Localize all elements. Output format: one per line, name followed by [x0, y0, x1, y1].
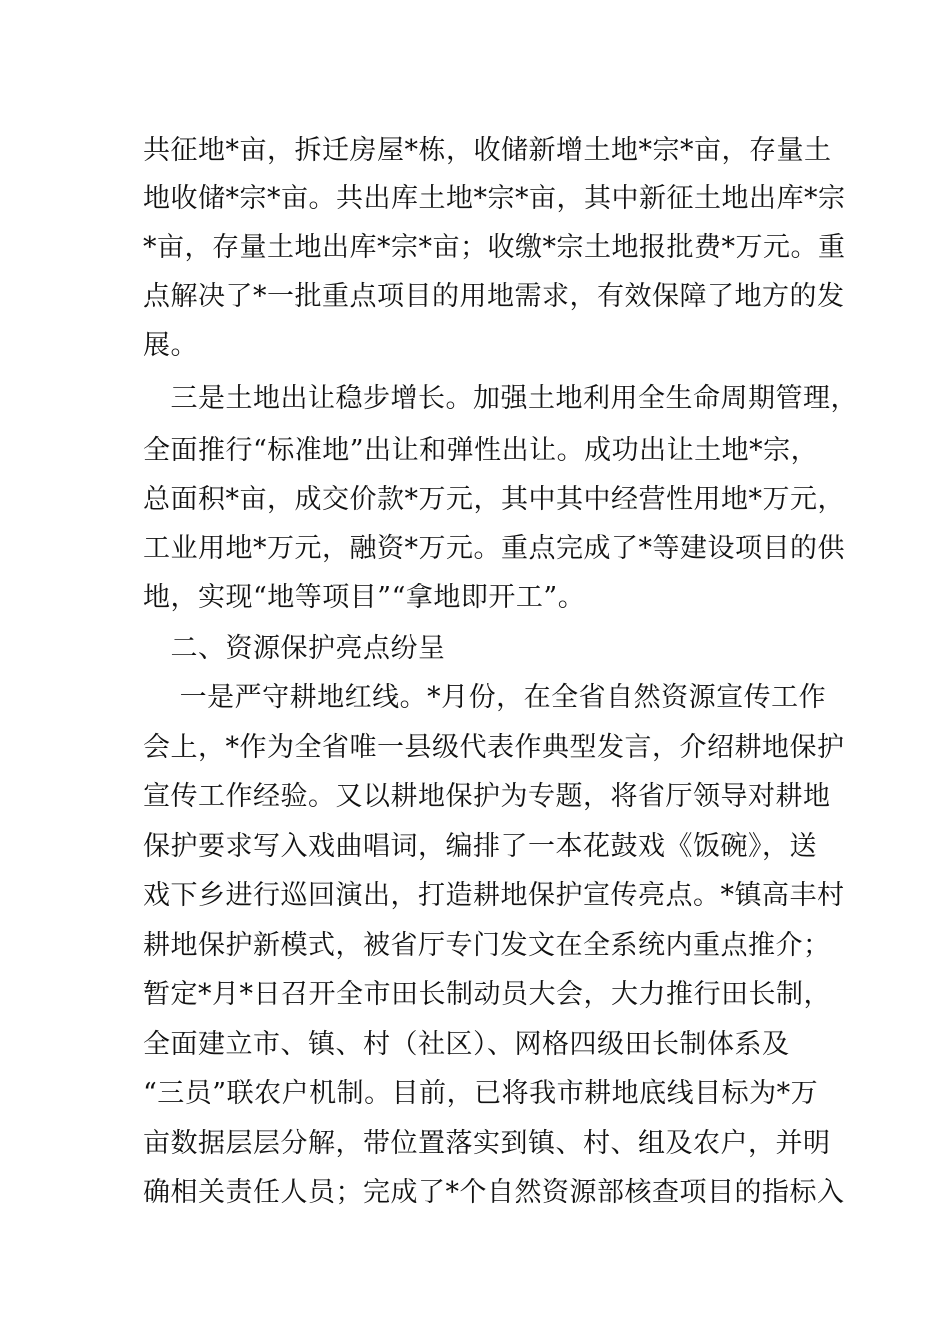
text-line: 全面建立市、镇、村（社区）、网格四级田长制体系及 — [143, 1029, 790, 1060]
text-line: 亩数据层层分解，带位置落实到镇、村、组及农户，并明 — [143, 1128, 831, 1159]
text-line: 耕地保护新模式，被省厅专门发文在全系统内重点推介； — [143, 930, 831, 961]
text-line: 戏下乡进行巡回演出，打造耕地保护宣传亮点。*镇高丰村 — [143, 880, 845, 911]
text-line: *亩，存量土地出库*宗*亩；收缴*宗土地报批费*万元。重 — [143, 232, 846, 263]
text-line: 工业用地*万元，融资*万元。重点完成了*等建设项目的供 — [143, 533, 845, 564]
text-line: 宣传工作经验。又以耕地保护为专题，将省厅领导对耕地 — [143, 781, 831, 812]
text-line: 三是土地出让稳步增长。加强土地利用全生命周期管理， — [143, 383, 858, 414]
text-line: 展。 — [143, 330, 198, 361]
text-line: 会上，*作为全省唯一县级代表作典型发言，介绍耕地保护 — [143, 732, 845, 763]
text-line: 地收储*宗*亩。共出库土地*宗*亩，其中新征土地出库*宗 — [143, 183, 846, 214]
text-line: 共征地*亩，拆迁房屋*栋，收储新增土地*宗*亩，存量土 — [143, 135, 832, 166]
text-line: 确相关责任人员；完成了*个自然资源部核查项目的指标入 — [143, 1177, 845, 1208]
text-line: 总面积*亩，成交价款*万元，其中其中经营性用地*万元， — [143, 484, 845, 515]
text-line: 点解决了*一批重点项目的用地需求，有效保障了地方的发 — [143, 281, 845, 312]
text-line: 保护要求写入戏曲唱词，编排了一本花鼓戏《饭碗》，送 — [143, 831, 817, 862]
text-line: 一是严守耕地红线。*月份，在全省自然资源宣传工作 — [143, 682, 827, 713]
text-line: 暂定*月*日召开全市田长制动员大会，大力推行田长制， — [143, 979, 831, 1010]
text-line: “三员”联农户机制。目前，已将我市耕地底线目标为*万 — [143, 1078, 819, 1109]
section-heading: 二、资源保护亮点纷呈 — [143, 633, 446, 664]
text-line: 全面推行“标准地”出让和弹性出让。成功出让土地*宗， — [143, 435, 819, 466]
text-line: 地，实现“地等项目”“拿地即开工”。 — [143, 582, 586, 613]
